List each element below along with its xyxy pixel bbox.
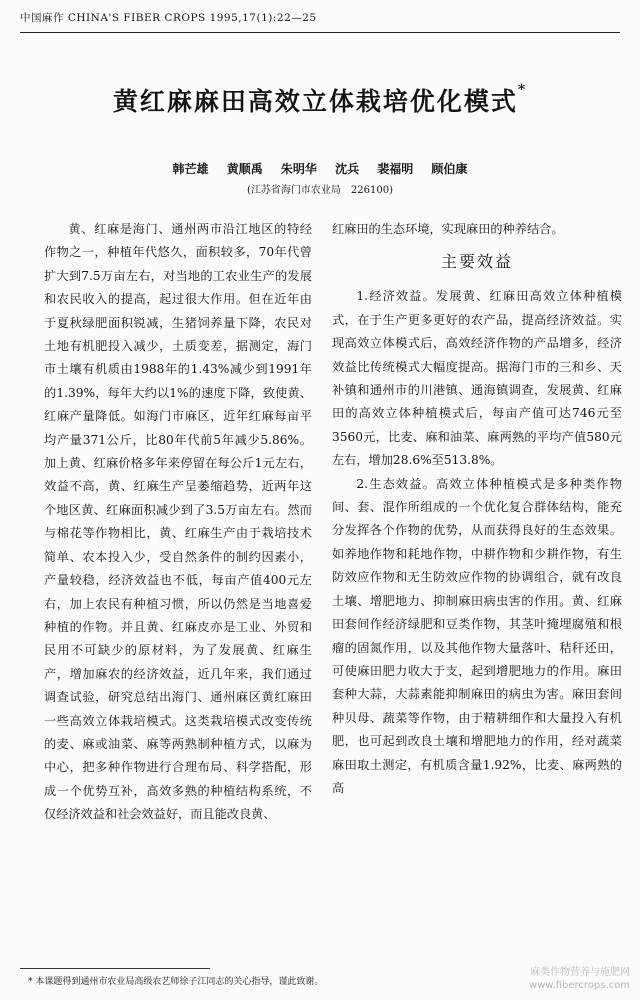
continued-paragraph: 红麻田的生态环境，实现麻田的种养结合。 <box>332 222 564 236</box>
affiliation: (江苏省海门市农业局 226100) <box>247 185 393 196</box>
article-title-text: 黄红麻麻田高效立体栽培优化模式 <box>112 87 518 116</box>
ecological-benefit-paragraph: 2.生态效益。高效立体种植模式是多种类作物间、套、混作所组成的一个优化复合群体结构，能充分发挥各个作物的优势，从而获得良好的生态效果。如养地作物和耗地作物，中耕作物和少耕作物，有生防效应作物和无生防效应作物的协调组合，就有改良土壤、增肥地力、抑制麻田病虫害的作用。黄、红麻田套间作经济绿肥和豆类作物，其茎叶掩埋腐殖和根瘤的固氮作用，以及其他作物大量落叶、秸秆还田，可使麻田肥力收大于支，起到增肥地力的作用。麻田套种大蒜，大蒜素能抑制麻田的病虫为害。麻田套间种贝母、蔬菜等作物，由于精耕细作和大量投入有机肥，也可起到改良土壤和增肥地力的作用，经对蔬菜麻田取土测定，有机质含量1.92%，比麦、麻两熟的高 <box>332 476 622 795</box>
section-heading: 主要效益 <box>440 252 513 272</box>
left-column <box>44 218 312 827</box>
article-title <box>0 82 640 118</box>
right-column <box>332 218 622 800</box>
left-paragraph: 黄、红麻是海门、通州两市沿江地区的特经作物之一，种植年代悠久，面积较多，70年代曾扩大到7.5万亩左右，对当地的工农业生产的发展和农民收入的提高，起过很大作用。但在近年由于夏秋绿肥面积锐减，生猪饲养量下降，农民对土地有机肥投入减少，土质变差，据测定，海门市土壤有机质由1988年的1.43%减少到1991年的1.39%，每年大约以1%的速度下降，致使黄、红麻产量降低。如海门市麻区，近年红麻每亩平均产量371公斤，比80年代前5年减少5.86%。加上黄、红麻价格多年来停留在每公斤1元左右，效益不高，黄、红麻生产呈萎缩趋势，近两年这个地区黄、红麻面积减少到了3.5万亩左右。然而与棉花等作物相比，黄、红麻生产由于栽培技术简单、农本投入少，受自然条件的制约因素小，产量较稳，经济效益也不低，每亩产值400元左右，加上农民有种植习惯，所以仍然是当地喜爱种植的作物。并且黄、红麻皮亦是工业、外贸和民用不可缺少的原材料，为了发展黄、红麻生产，增加麻农的经济效益，近几年来，我们通过调查试验，研究总结出海门、通州麻区黄红麻田一些高效立体栽培模式。这类栽培模式改变传统的麦、麻或油菜、麻等两熟制种植方式，以麻为中心，把多种作物进行合理布局、科学搭配，形成一个优势互补，高效多熟的种植结构系统，不仅经济效益和社会效益好，而且能改良黄、 <box>44 222 312 822</box>
running-head: 中国麻作 CHINA'S FIBER CROPS 1995,17(1):22—25 <box>20 12 317 24</box>
footnote-rule <box>20 968 210 969</box>
economic-benefit-paragraph: 1.经济效益。发展黄、红麻田高效立体种植模式，在于生产更多更好的农产品，提高经济效益。实现高效立体模式后，高效经济作物的产品增多，经济效益比传统模式大幅度提高。据海门市的三和乡、天补镇和通州市的川港镇、通海镇调查，发展黄、红麻田的高效立体种植模式后，每亩产值可达746元至3560元，比麦、麻和油菜、麻两熟的平均产值580元左右，增加28.6%至513.8%。 <box>332 289 622 468</box>
watermark-url: www.fibercrops.com <box>528 980 630 991</box>
watermark-title: 麻类作物营养与施肥网 <box>530 967 630 978</box>
title-footnote-mark: * <box>517 82 528 98</box>
footnote: * 本课题得到通州市农业局高级农艺师徐子江同志的关心指导，谨此致谢。 <box>28 977 324 987</box>
header-rule <box>20 32 620 33</box>
authors: 韩芒雄 黄顺禹 朱明华 沈兵 裴福明 顾伯康 <box>172 162 468 176</box>
site-watermark <box>500 966 630 992</box>
